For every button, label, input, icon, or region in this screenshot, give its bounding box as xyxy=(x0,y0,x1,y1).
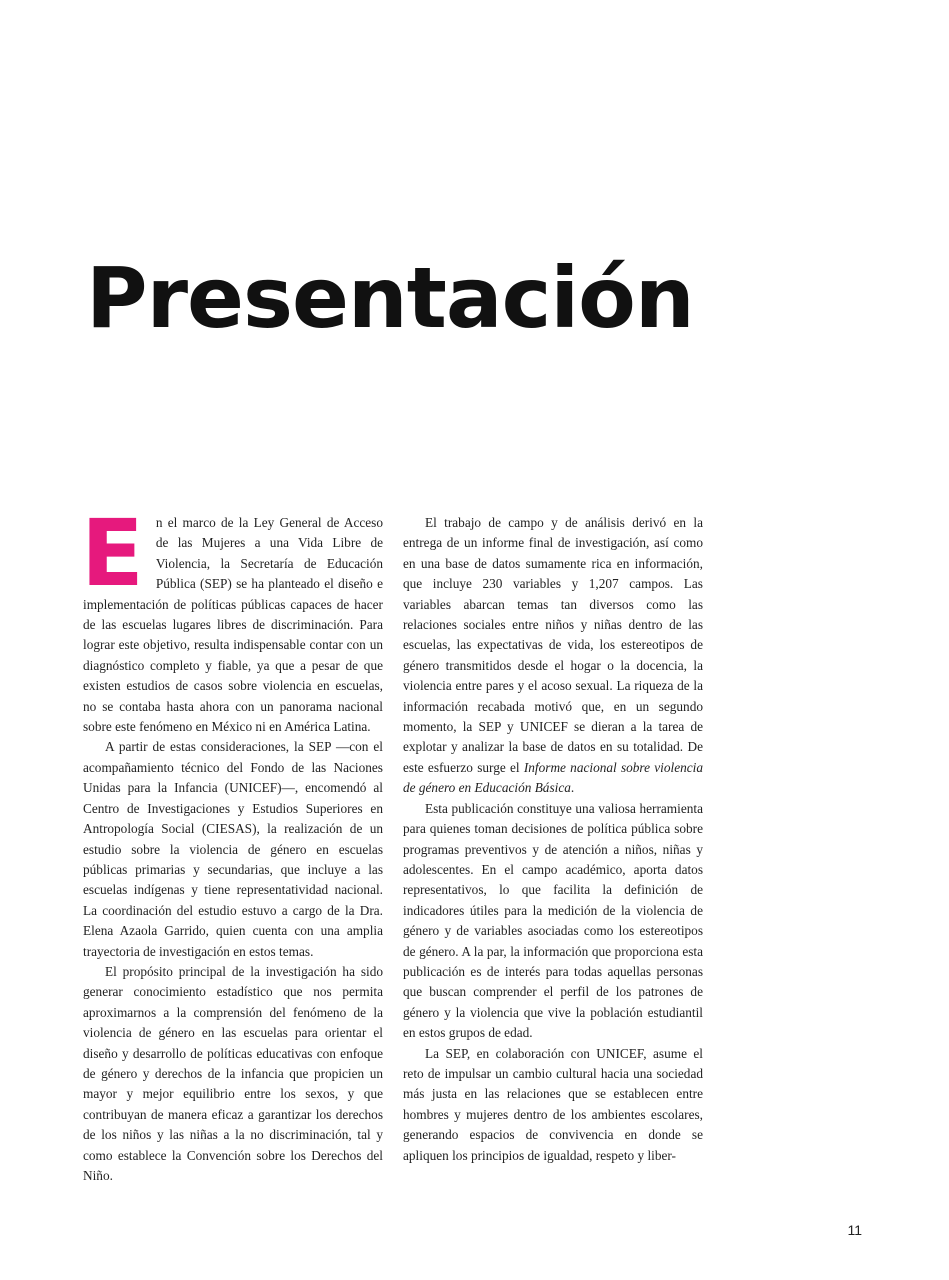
paragraph-text: . xyxy=(570,780,575,796)
paragraph-text: n el marco de la Ley General de Acceso de las Mujeres a una Vida Libre de Violencia, la Secretaría de Educación Pública (SEP) se ha planteado el diseño e implementación de políticas públicas capaces de hacer de las escuelas lugares libres de discriminación. Para lograr este objetivo, resulta indispensable contar con un diagnóstico completo y fiable, ya que a pesar de que existen estudios de casos sobre violencia en escuelas, no se contaba hasta ahora con un panorama nacional sobre este fenómeno en México ni en América Latina. xyxy=(83,515,383,735)
paragraph: La SEP, en colaboración con UNICEF, asume el reto de impulsar un cambio cultural hacia una sociedad más justa en las relaciones que se establecen entre hombres y mujeres dentro de los ambientes escolares, generando espacios de convivencia en donde se apliquen los principios de igualdad, respeto y liber- xyxy=(403,1045,703,1163)
paragraph: A partir de estas consideraciones, la SEP —con el acompañamiento técnico del Fondo de las Naciones Unidas para la Infancia (UNICEF)—, encomendó al Centro de Investigaciones y Estudios Superiores en Antropología Social (CIESAS), la realización de un estudio sobre la violencia de género en escuelas públicas primarias y secundarias, que incluye a las escuelas indígenas y tiene representatividad nacional. La coordinación del estudio estuvo a cargo de la Dra. Elena Azaola Garrido, quien cuenta con una amplia trayectoria de investigación en estos temas. xyxy=(83,739,383,959)
right-column xyxy=(403,513,703,1166)
paragraph xyxy=(403,513,703,799)
paragraph xyxy=(81,500,383,737)
paragraph: Esta publicación constituye una valiosa herramienta para quienes toman decisiones de política pública sobre programas preventivos y de atención a niños, niñas y adolescentes. En el campo académico, aporta datos representativos, lo que facilita la definición de indicadores útiles para la medición de la violencia de género y de variables asociadas como los estereotipos de género. A la par, la información que proporciona esta publicación es de interés para todas aquellas personas que buscan comprender el perfil de los patrones de género y la violencia que vive la población estudiantil en estos grupos de edad. xyxy=(403,800,703,1041)
left-column xyxy=(81,500,383,1186)
page-title: Presentación xyxy=(86,249,694,347)
paragraph-text: El trabajo de campo y de análisis derivó en la entrega de un informe final de investigación, así como en una base de datos sumamente rica en información, que incluye 230 variables y 1,207 campos. Las variables abarcan temas tan diversos como las relaciones sociales entre niños y niñas dentro de las escuelas, las expectativas de vida, los estereotipos de género transmitidos desde el hogar o la docencia, la violencia entre pares y el acoso sexual. La riqueza de la información recabada motivó que, en un segundo momento, la SEP y UNICEF se dieran a la tarea de explotar y analizar la base de datos en su totalidad. De este esfuerzo surge el xyxy=(403,515,703,775)
report-title-italic: Informe nacional sobre violencia de género en Educación Básica xyxy=(403,759,703,796)
paragraph: El propósito principal de la investigación ha sido generar conocimiento estadístico que nos permita aproximarnos a la comprensión del fenómeno de la violencia de género en las escuelas para orientar el diseño y desarrollo de políticas educativas con enfoque de género y derechos de la infancia que propicien un mayor y mejor equilibrio entre los sexos, y que contribuyan de manera eficaz a garantizar los derechos de los niños y las niñas a la no discriminación, tal y como establece la Convención sobre los Derechos del Niño. xyxy=(83,963,383,1183)
drop-cap: E xyxy=(81,500,144,607)
page-number: 11 xyxy=(847,1222,862,1238)
